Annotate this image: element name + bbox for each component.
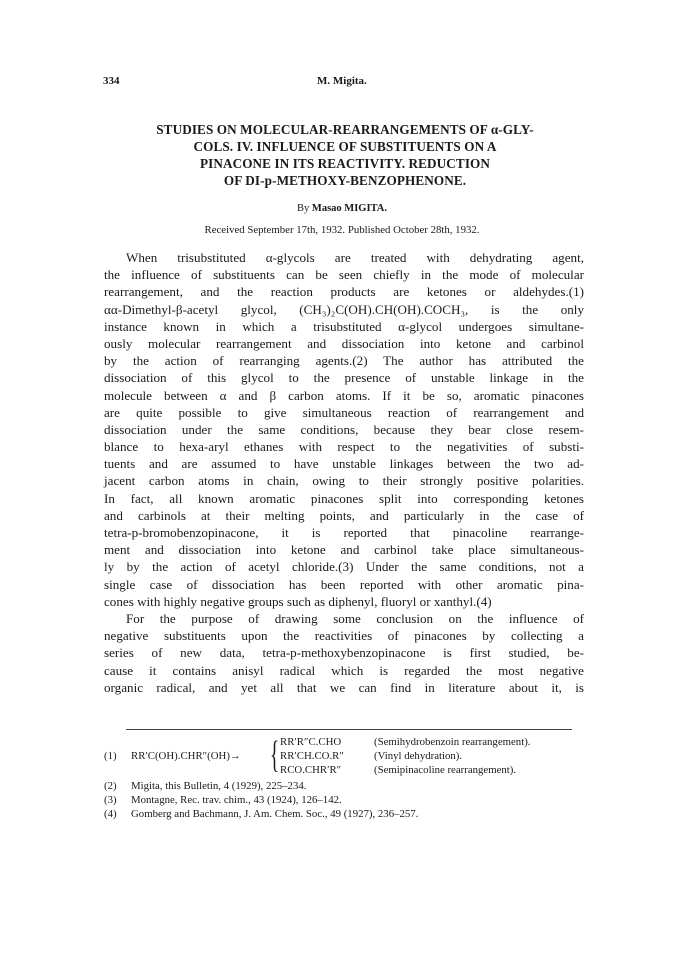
title-line: STUDIES ON MOLECULAR-REARRANGEMENTS OF α-GLY- (156, 122, 534, 137)
body-line: and carbinols at their melting points, and particularly in the case of (104, 507, 584, 523)
body-line: In fact, all known aromatic pinacones split into corresponding ketones (104, 490, 584, 506)
body-line: instance known in which a trisubstituted α-glycol undergoes simultane- (104, 318, 584, 334)
body-line: single case of dissociation has been reported with other aromatic pina- (104, 576, 584, 592)
article-title (110, 121, 580, 189)
page-number: 334 (103, 75, 120, 87)
body-line: the influence of substituents can be seen chiefly in the mode of molecular (104, 267, 584, 283)
body-line: rearrangement, and the reaction products are ketones or aldehydes.(1) (104, 284, 584, 300)
body-line: ously molecular rearrangement and dissociation into ketone and carbinol (104, 335, 584, 351)
body-line: αα-Dimethyl-β-acetyl glycol, (CH₃)₂C(OH).CH(OH).COCH₃, is the only (104, 301, 584, 317)
body-line: tetra-p-bromobenzopinacone, it is reported that pinacoline rearrange- (104, 525, 584, 540)
body-line: ly by the action of acetyl chloride.(3) Under the same conditions, not a (104, 559, 584, 575)
reaction-label: (Semipinacoline rearrangement). (374, 764, 517, 776)
page-header (103, 75, 581, 93)
footnote-text: Migita, this Bulletin, 4 (1929), 225–234. (131, 780, 307, 792)
footnote-text: Montagne, Rec. trav. chim., 43 (1924), 126–142. (131, 794, 342, 806)
author-prefix: By (297, 203, 310, 214)
body-line: dissociation under the same conditions, because they bear close resem- (104, 421, 584, 437)
body-line: series of new data, tetra-p-methoxybenzopinacone is first studied, be- (104, 645, 584, 661)
author-line (103, 203, 581, 214)
reaction-label: (Vinyl dehydration). (374, 750, 463, 762)
footnote-tag: (3) (104, 794, 117, 806)
title-line: COLS. IV. INFLUENCE OF SUBSTITUENTS ON A (193, 139, 497, 154)
body-line: cones with highly negative groups such as diphenyl, fluoryl or xanthyl.(4) (104, 593, 492, 609)
body-line: organic radical, and yet all that we can find in literature about it, is (104, 679, 584, 695)
body-line: dissociation of this glycol to the presence of unstable linkage in the (104, 370, 584, 386)
body-line: For the purpose of drawing some conclusion on the influence of (126, 610, 584, 626)
body-line: ment and dissociation into ketone and carbinol take place simultaneous- (104, 542, 584, 558)
body-line: jacent carbon atoms in chain, owing to their strongly positive polarities. (104, 473, 584, 489)
footnote-tag: (4) (104, 808, 117, 820)
running-head: M. Migita. (317, 75, 367, 87)
footnote-tag: (2) (104, 780, 117, 792)
body-line: negative substituents upon the reactivities of pinacones by collecting a (104, 628, 584, 644)
author-name: Masao MIGITA. (311, 203, 387, 214)
title-line: OF DI-p-METHOXY-BENZOPHENONE. (223, 173, 467, 188)
title-line: PINACONE IN ITS REACTIVITY. REDUCTION (199, 156, 491, 171)
reaction-product: RR′R″C.CHO (280, 736, 342, 748)
footnote-divider (126, 729, 572, 730)
body-line: When trisubstituted α-glycols are treated with dehydrating agent, (126, 250, 584, 265)
body-line: tuents and are assumed to have unstable linkages between the two ad- (104, 456, 584, 472)
brace-symbol: { (270, 734, 280, 776)
footnote-tag: (1) (104, 750, 117, 762)
reaction-reactant: RR′C(OH).CHR″(OH)→ (131, 750, 241, 762)
body-line: by the action of rearranging agents.(2) The author has attributed the (104, 353, 584, 369)
body-line: cause it contains anisyl radical which is regarded the most negative (104, 662, 584, 678)
body-text (104, 249, 584, 696)
footnote-1-reaction (104, 736, 584, 776)
body-line: molecule between α and β carbon atoms. If it be so, aromatic pinacones (104, 387, 584, 403)
received-line: Received September 17th, 1932. Published October 28th, 1932. (204, 224, 480, 236)
footnote-text: Gomberg and Bachmann, J. Am. Chem. Soc., 49 (1927), 236–257. (131, 808, 419, 820)
reaction-product: RR′CH.CO.R″ (280, 750, 344, 762)
body-line: blance to hexa-aryl ethanes with respect to the negativities of substi- (104, 439, 584, 455)
reaction-product: RCO.CHR′R″ (280, 764, 342, 776)
reaction-label: (Semihydrobenzoin rearrangement). (374, 736, 531, 748)
body-line: are quite possible to give simultaneous reaction of rearrangement and (104, 404, 584, 420)
